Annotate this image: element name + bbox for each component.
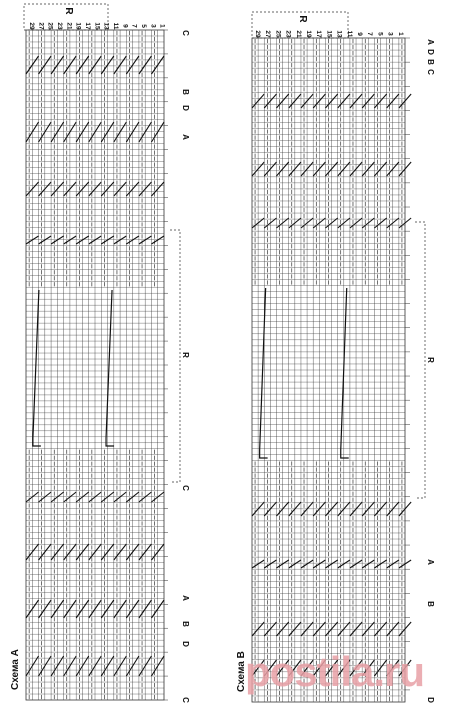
chart2-column-label: 17 bbox=[315, 30, 323, 38]
chart1-column-label: 11 bbox=[112, 22, 119, 30]
chart1-column-label: 5 bbox=[140, 24, 147, 28]
chart1-column-label: 7 bbox=[130, 24, 138, 28]
chart1-long-stitch-line bbox=[106, 290, 114, 446]
chart1-row-marker: D bbox=[181, 641, 190, 647]
chart1-column-label: 21 bbox=[65, 22, 73, 30]
chart1-column-label: 25 bbox=[46, 22, 54, 30]
chart1-column-label: 1 bbox=[158, 24, 166, 28]
chart2-column-label: 25 bbox=[274, 30, 282, 38]
chart2-row-marker: D bbox=[426, 49, 435, 55]
chart1-repeat-bracket-side bbox=[170, 230, 180, 482]
chart1-long-stitch-line bbox=[33, 290, 41, 446]
chart2-column-label: 7 bbox=[366, 32, 374, 36]
chart2-title: Схема B bbox=[236, 651, 247, 692]
chart2-row-marker: B bbox=[426, 601, 435, 607]
chart2-column-label: 19 bbox=[305, 30, 312, 38]
chart2-repeat-bracket-side bbox=[415, 222, 425, 498]
chart1-column-label: 9 bbox=[121, 24, 129, 28]
watermark: postila.ru bbox=[245, 648, 425, 695]
chart2-row-marker: A bbox=[426, 559, 435, 565]
chart1-row-marker: R bbox=[181, 352, 190, 358]
chart1-column-label: 13 bbox=[102, 22, 110, 30]
chart2-column-label: 1 bbox=[396, 32, 404, 36]
chart2-column-label: 3 bbox=[386, 32, 394, 36]
chart1-column-label: 15 bbox=[93, 22, 101, 30]
chart1-column-label: 3 bbox=[149, 24, 157, 28]
chart1-row-marker: C bbox=[181, 697, 190, 703]
chart2-column-label: 23 bbox=[284, 30, 292, 38]
chart1-row-marker: B bbox=[181, 89, 190, 95]
chart1-row-marker: D bbox=[181, 105, 190, 111]
chart1-row-marker: A bbox=[181, 134, 190, 140]
chart1-row-marker: A bbox=[181, 595, 190, 601]
chart2-row-marker: B bbox=[426, 59, 435, 65]
chart1-row-marker: C bbox=[181, 485, 190, 491]
chart1-column-label: 29 bbox=[28, 22, 35, 30]
chart2-column-label: 15 bbox=[325, 30, 333, 38]
chart1-column-label: 27 bbox=[37, 22, 45, 30]
chart1-column-label: 17 bbox=[84, 22, 91, 30]
chart1-repeat-label-top: R bbox=[63, 7, 74, 15]
chart1-row-marker: C bbox=[181, 30, 190, 36]
chart1-column-label: 23 bbox=[56, 22, 63, 30]
chart2-long-stitch-line bbox=[341, 288, 349, 458]
chart2-row-marker: C bbox=[426, 69, 435, 75]
chart2-repeat-label-top: R bbox=[297, 15, 308, 23]
chart2-column-label: 5 bbox=[376, 32, 384, 36]
chart2-column-label: 27 bbox=[264, 30, 272, 38]
chart2-row-marker: R bbox=[426, 357, 435, 363]
chart2-column-label: 29 bbox=[254, 30, 261, 38]
chart2-long-stitch-line bbox=[260, 288, 268, 458]
chart1-column-label: 19 bbox=[74, 22, 82, 30]
chart2-column-label: 9 bbox=[356, 32, 363, 36]
chart2-column-label: 13 bbox=[335, 30, 343, 38]
chart2-column-label: 21 bbox=[294, 30, 302, 38]
chart2-column-label: 11 bbox=[345, 30, 353, 38]
chart1-row-marker: B bbox=[181, 621, 190, 627]
chart2-row-marker: A bbox=[426, 39, 435, 45]
chart1-title: Схема А bbox=[10, 649, 21, 690]
chart2-row-marker: D bbox=[426, 697, 435, 703]
